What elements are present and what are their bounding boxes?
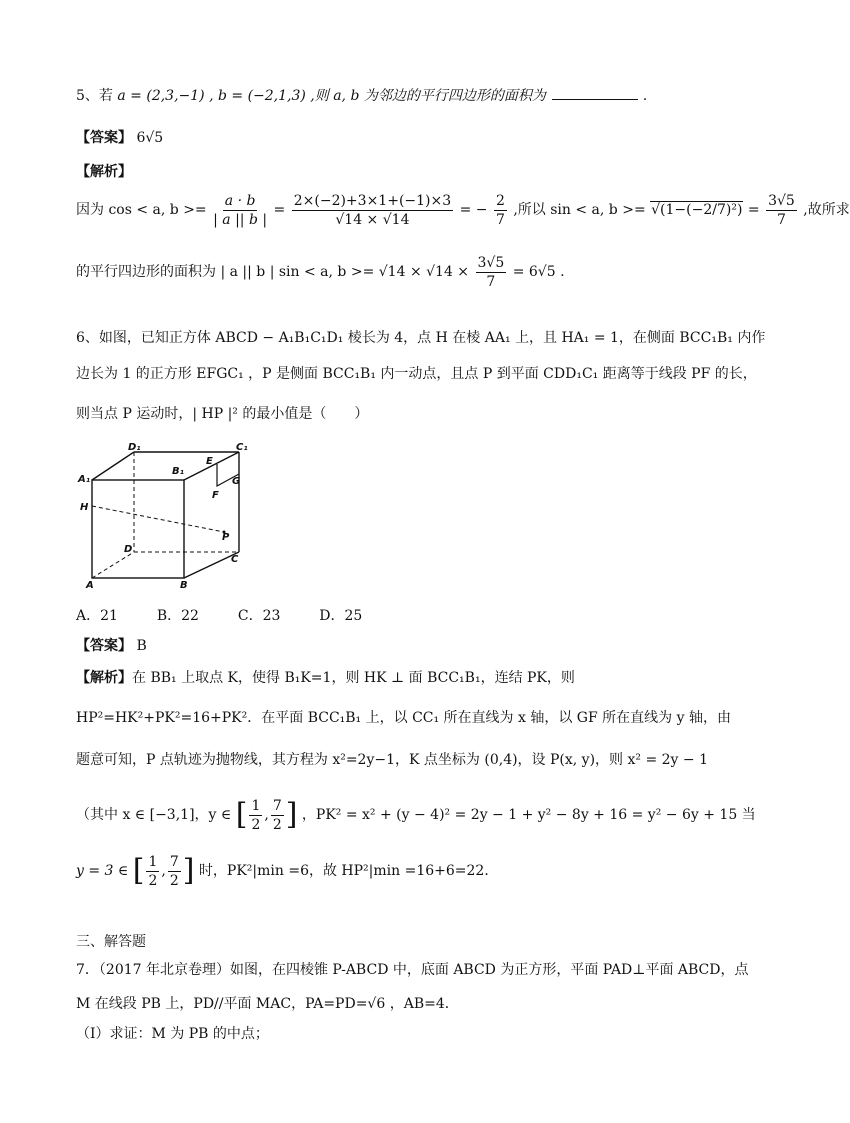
section-title: 三、解答题 [76, 934, 146, 950]
front-face [92, 480, 184, 578]
label-h: H [80, 502, 89, 513]
answer-value: 6√5 [136, 130, 164, 146]
fraction: $\frac{3√5}{7}$ [477, 254, 505, 290]
segment-hp [92, 506, 224, 532]
q6-analysis-line3: 题意可知，P 点轨迹为抛物线，其方程为 x²=2y−1，K 点坐标为 (0,4)，设 P(x, y)，则 x² = 2y − 1 [76, 752, 709, 768]
q6-line1: 6、如图，已知正方体 ABCD − A₁B₁C₁D₁ 棱长为 4，点 H 在棱 AA₁ 上，且 HA₁ = 1，在侧面 BCC₁B₁ 内作 [76, 330, 766, 346]
answer-label: 【答案】 [76, 638, 132, 654]
analysis-text: y = 3 ∈ [76, 863, 129, 879]
fraction: $\frac{7}{2}$ [169, 853, 179, 889]
q6-options [76, 606, 362, 626]
label-d1: D₁ [128, 442, 141, 453]
label-f: F [212, 490, 219, 501]
q6-analysis-line2: HP²=HK²+PK²=16+PK²．在平面 BCC₁B₁ 上，以 CC₁ 所在直线为 x 轴，以 GF 所在直线为 y 轴，由 [76, 710, 731, 726]
q6-analysis-line4: （其中 x ∈ [−3,1]，y ∈ [ $\frac{1}{2}$ , $\frac{7}{2}$ ] ，PK² = x² + (y − 4)² = 2y − 1 + y² − 8y + 16 = y² − 6y + 15 当 [76, 797, 756, 833]
fraction: $\frac{2\times(-2)+3\times 1+(-1)\times 3}{√14 \times √14}$ [293, 192, 452, 228]
hidden-edge-ad [92, 552, 134, 578]
q5-end: . [642, 88, 648, 104]
fraction: $\frac{a \cdot b}{| a || b |}$ [213, 192, 268, 228]
q7-line2: M 在线段 PB 上，PD//平面 MAC，PA=PD=√6 ，AB=4． [76, 996, 459, 1012]
q7-part1: （I）求证：M 为 PB 的中点； [76, 1026, 269, 1042]
label-c: C [231, 554, 239, 565]
answer-blank [552, 87, 638, 100]
q6-analysis-line5: y = 3 ∈ [ $\frac{1}{2}$ , $\frac{7}{2}$ ] 时，PK²|min =6，故 HP²|min =16+6=22． [76, 853, 499, 889]
q6-analysis-line1 [76, 668, 575, 688]
q5-answer [76, 128, 163, 148]
fraction: $\frac{7}{2}$ [272, 797, 282, 833]
analysis-text: 在 BB₁ 上取点 K，使得 B₁K=1，则 HK ⊥ 面 BCC₁B₁，连结 PK，则 [132, 670, 575, 686]
option-a: A．21 [76, 608, 118, 624]
q6-answer [76, 636, 147, 656]
answer-label: 【答案】 [76, 130, 132, 146]
q5-analysis-line1: 因为 cos < a, b >= $\frac{a \cdot b}{| a || b |}$ = $\frac{2\times(-2)+3\times 1+(-1)\times 3}{√14 \times √14}$ = − $\frac{2}{7}$ ,所以 sin < a, b >= √(1−(−2/7)²) = $\frac{3√5}{7}$ ,故所求 [76, 192, 850, 228]
fraction: $\frac{1}{2}$ [251, 797, 261, 833]
answer-value: B [136, 638, 147, 654]
label-e: E [206, 456, 213, 467]
fraction: $\frac{3√5}{7}$ [768, 192, 795, 228]
label-c1: C₁ [236, 442, 248, 453]
analysis-label: 【解析】 [76, 164, 132, 180]
label-b: B [180, 580, 188, 591]
analysis-label: 【解析】 [76, 670, 132, 686]
q5-expression: a = (2,3,−1) , b = (−2,1,3) ,则 a, b 为邻边的平行四边形的面积为 [117, 88, 546, 104]
q6-line2: 边长为 1 的正方形 EFGC₁ ，P 是侧面 BCC₁B₁ 内一动点，且点 P 到平面 CDD₁C₁ 距离等于线段 PF 的长， [76, 366, 757, 382]
label-b1: B₁ [172, 466, 185, 477]
analysis-text: ，PK² = x² + (y − 4)² = 2y − 1 + y² − 8y + 16 = y² − 6y + 15 当 [301, 807, 756, 823]
option-b: B．22 [156, 608, 199, 624]
option-c: C．23 [237, 608, 281, 624]
q5-analysis-line2: 的平行四边形的面积为 | a || b | sin < a, b >= √14 × √14 × $\frac{3√5}{7}$ = 6√5 . [76, 254, 565, 290]
label-d: D [124, 544, 133, 555]
label-a1: A₁ [78, 474, 91, 485]
q5-statement [76, 86, 647, 106]
analysis-text: 时，PK²|min =6，故 HP²|min =16+6=22． [198, 863, 499, 879]
option-d: D．25 [319, 608, 363, 624]
edge-a1d1 [92, 452, 134, 480]
analysis-text: 的平行四边形的面积为 | a || b | sin < a, b >= √14 × √14 × [76, 264, 470, 280]
q6-line3: 则当点 P 运动时，| HP |² 的最小值是（ ） [76, 406, 369, 422]
fraction: $\frac{2}{7}$ [495, 192, 505, 228]
analysis-text: （其中 x ∈ [−3,1]，y ∈ [76, 807, 232, 823]
label-g: G [232, 476, 241, 487]
q5-number: 5、若 [76, 88, 113, 104]
q7-line1: 7．（2017 年北京卷理）如图，在四棱锥 P-ABCD 中，底面 ABCD 为正方形，平面 PAD⊥平面 ABCD，点 [76, 962, 749, 978]
q5-analysis-label [76, 162, 132, 182]
label-a: A [86, 580, 94, 591]
fraction: $\frac{1}{2}$ [148, 853, 158, 889]
label-p: P [222, 532, 230, 543]
analysis-text: 因为 cos < a, b >= [76, 202, 207, 218]
cube-figure [74, 440, 274, 590]
sqrt-expression: √(1−(−2/7)²) [651, 202, 743, 218]
